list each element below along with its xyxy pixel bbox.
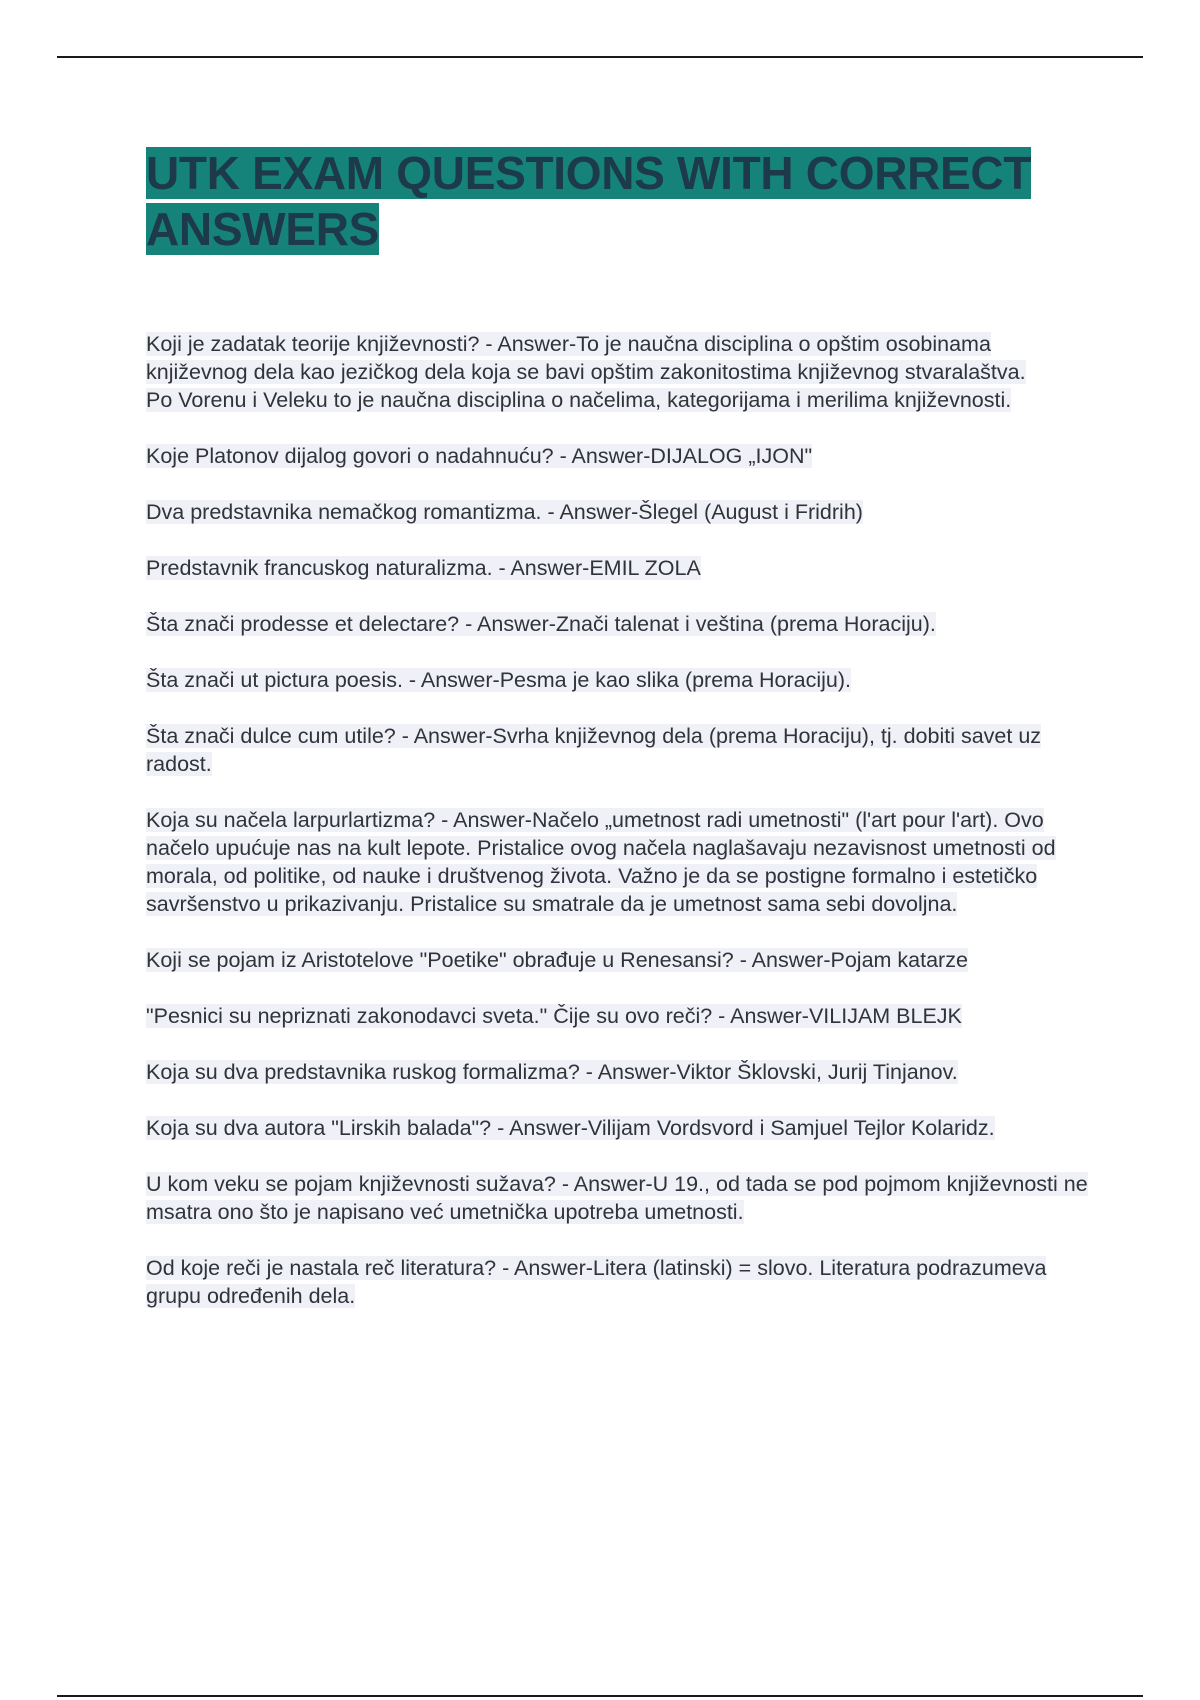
qa-text: U kom veku se pojam književnosti sužava? - Answer-U 19., od tada se pod pojmom književnosti ne msatra ono što je napisano već umetnička upotreba umetnosti. [146, 1172, 1088, 1224]
qa-item-8 [146, 806, 1091, 918]
qa-text: "Pesnici su nepriznati zakonodavci sveta." Čije su ovo reči? - Answer-VILIJAM BLEJK [146, 1004, 962, 1028]
qa-item-11 [146, 1058, 1091, 1086]
qa-item-9 [146, 946, 1091, 974]
title-line-1: UTK EXAM QUESTIONS WITH CORRECT [146, 147, 1032, 199]
qa-item-5 [146, 610, 1091, 638]
qa-text: Šta znači ut pictura poesis. - Answer-Pesma je kao slika (prema Horaciju). [146, 668, 851, 692]
qa-item-7 [146, 722, 1091, 778]
qa-item-10 [146, 1002, 1091, 1030]
top-divider [57, 56, 1143, 58]
qa-list [146, 330, 1091, 1338]
qa-item-2 [146, 442, 1091, 470]
qa-text: Šta znači dulce cum utile? - Answer-Svrha književnog dela (prema Horaciju), tj. dobiti savet uz radost. [146, 724, 1042, 776]
qa-item-13 [146, 1170, 1091, 1226]
qa-item-14 [146, 1254, 1091, 1310]
qa-text: Koji se pojam iz Aristotelove "Poetike" obrađuje u Renesansi? - Answer-Pojam katarze [146, 948, 968, 972]
bottom-divider [57, 1695, 1143, 1697]
qa-item-6 [146, 666, 1091, 694]
title-line-2: ANSWERS [146, 203, 380, 255]
qa-item-4 [146, 554, 1091, 582]
qa-text: Koja su dva autora "Lirskih balada"? - Answer-Vilijam Vordsvord i Samjuel Tejlor Kolaridz. [146, 1116, 995, 1140]
qa-text: Koja su načela larpurlartizma? - Answer-Načelo „umetnost radi umetnosti" (l'art pour l'art). Ovo načelo upućuje nas na kult lepote. Pristalice ovog načela naglašavaju nezavisnost umetnosti od morala, od politike, od nauke i društvenog života. Važno je da se postigne formalno i estetičko savršenstvo u prikazivanju. Pristalice su smatrale da je umetnost sama sebi dovoljna. [146, 808, 1056, 916]
qa-item-3 [146, 498, 1091, 526]
qa-text: Dva predstavnika nemačkog romantizma. - Answer-Šlegel (August i Fridrih) [146, 500, 863, 524]
document-title [146, 145, 1086, 257]
title-block [146, 145, 1086, 257]
qa-text: Šta znači prodesse et delectare? - Answer-Znači talenat i veština (prema Horaciju). [146, 612, 936, 636]
qa-text: Predstavnik francuskog naturalizma. - Answer-EMIL ZOLA [146, 556, 701, 580]
qa-text: Koje Platonov dijalog govori o nadahnuću? - Answer-DIJALOG „IJON" [146, 444, 813, 468]
qa-text: Po Vorenu i Veleku to je naučna disciplina o načelima, kategorijama i merilima književnosti. [146, 388, 1012, 412]
qa-text: Koji je zadatak teorije književnosti? - Answer-To je naučna disciplina o opštim osobinama književnog dela kao jezičkog dela koja se bavi opštim zakonitostima književnog stvaralaštva. [146, 332, 1026, 384]
qa-text: Od koje reči je nastala reč literatura? - Answer-Litera (latinski) = slovo. Literatura podrazumeva grupu određenih dela. [146, 1256, 1047, 1308]
qa-text: Koja su dva predstavnika ruskog formalizma? - Answer-Viktor Šklovski, Jurij Tinjanov. [146, 1060, 958, 1084]
qa-item-12 [146, 1114, 1091, 1142]
qa-item-1 [146, 330, 1091, 414]
